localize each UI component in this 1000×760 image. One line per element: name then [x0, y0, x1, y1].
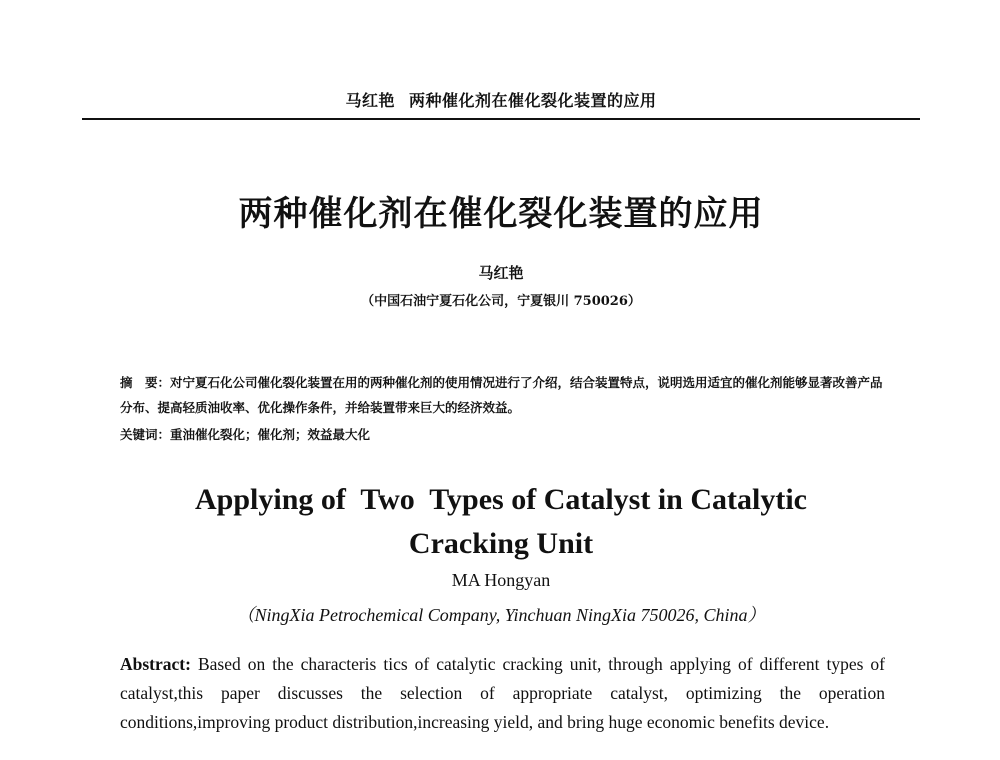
- running-head-title: 两种催化剂在催化裂化装置的应用: [409, 91, 657, 110]
- chinese-abstract-text: 对宁夏石化公司催化裂化装置在用的两种催化剂的使用情况进行了介绍，结合装置特点，说明选用适宜的催化剂能够显著改善产品分布、提高轻质油收率、优化操作条件，并给装置带来巨大的经济效益。: [120, 375, 883, 415]
- english-affiliation: （NingXia Petrochemical Company, Yinchuan NingXia 750026, China）: [236, 605, 766, 625]
- running-head: [82, 88, 920, 111]
- chinese-affiliation: （中国石油宁夏石化公司，宁夏银川 750026）: [361, 294, 641, 309]
- chinese-abstract-label: 摘 要：: [120, 375, 171, 390]
- english-title-line-2: Cracking Unit: [408, 527, 594, 560]
- header-rule: [82, 118, 920, 120]
- chinese-keywords-text: 重油催化裂化；催化剂；效益最大化: [170, 427, 371, 442]
- running-head-author: 马红艳: [345, 91, 395, 110]
- chinese-title: 两种催化剂在催化裂化装置的应用: [238, 194, 764, 234]
- english-abstract-text: Based on the characteris tics of catalytic cracking unit, through applying of different types of catalyst,this paper discusses the selection of appropriate catalyst, optimizing the operation conditions,improving product distribution,increasing yield, and bring huge economic benefits device.: [120, 654, 885, 732]
- english-abstract: [120, 650, 885, 737]
- english-title: [82, 478, 920, 566]
- chinese-keywords: [120, 425, 885, 443]
- english-abstract-label: Abstract:: [120, 654, 191, 674]
- chinese-author: 马红艳: [478, 264, 524, 282]
- chinese-abstract: [120, 370, 885, 420]
- english-title-line-1: Applying of Two Types of Catalyst in Catalytic: [195, 483, 807, 516]
- chinese-keywords-label: 关键词：: [120, 427, 171, 442]
- english-author: MA Hongyan: [451, 570, 551, 590]
